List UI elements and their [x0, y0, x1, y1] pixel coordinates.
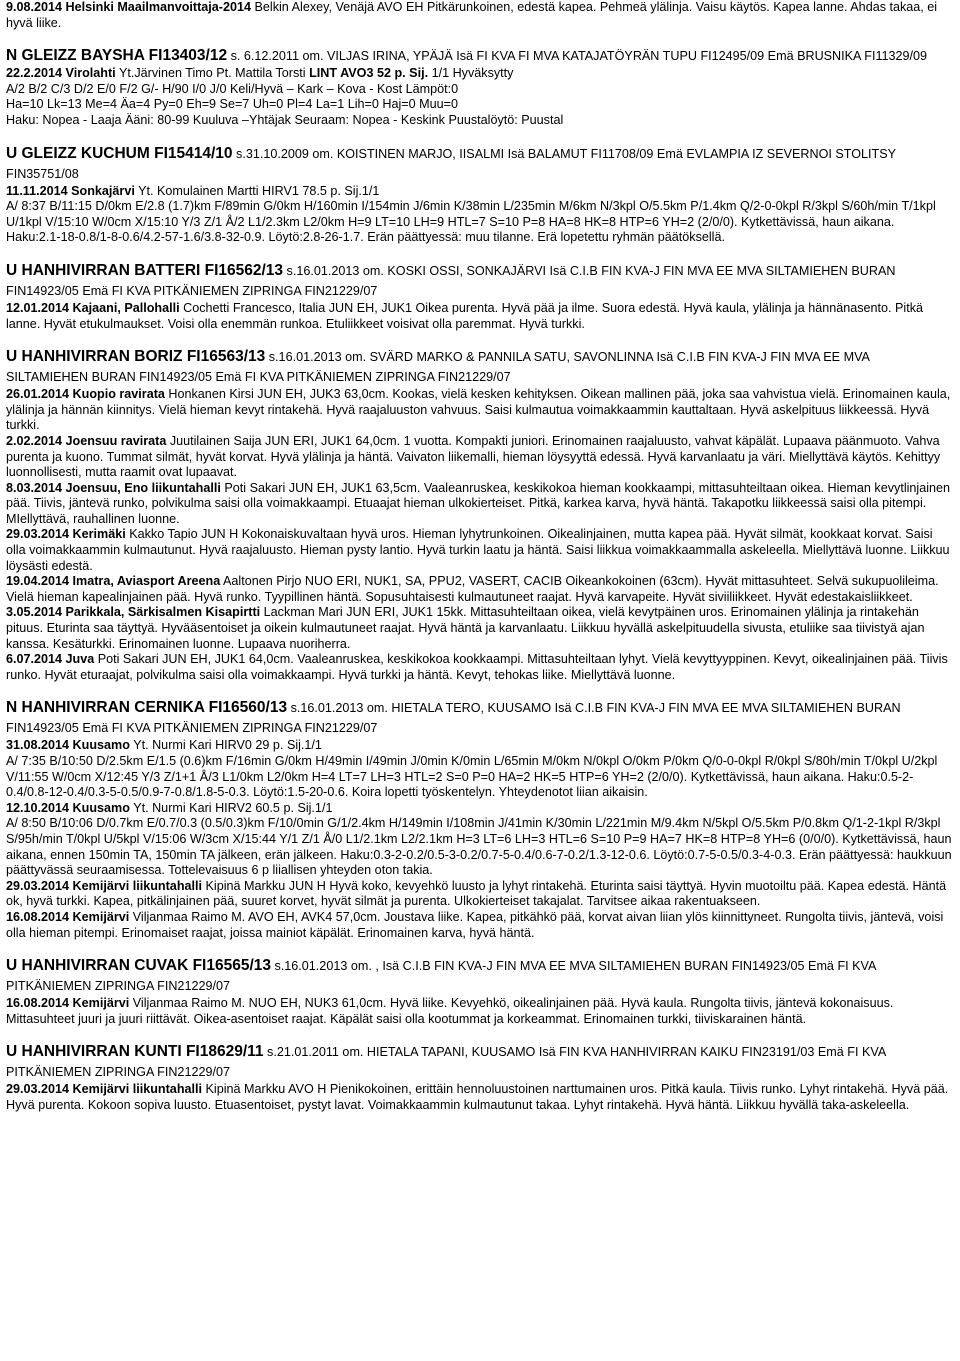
show-date-place: 19.04.2014 Imatra, Aviasport Areena	[6, 574, 221, 589]
test-scores-line: Ha=10 Lk=13 Me=4 Äa=4 Py=0 Eh=9 Se=7 Uh=0 Pl=4 La=1 Lih=0 Haj=0 Muu=0	[6, 97, 458, 112]
show-result	[6, 481, 952, 528]
test-scores-line: A/2 B/2 C/3 D/2 E/0 F/2 G/- H/90 I/0 J/0 Keli/Hyvä – Kark – Kova - Kost Lämpöt:0	[6, 81, 459, 96]
test-details: A/ 7:35 B/10:50 D/2.5km E/1.5 (0.6)km F/16min G/0km H/49min I/49min J/0min K/0min L/65min M/0km N/0kpl O/0km P/0km Q/0-0-0kpl R/0kpl S/80h/min T/0kpl U/2kpl V/11:55 W/0cm X/12:45 Y/3 Z/1+1 Å/3 L1/0km L2/0km H=4 LT=7 LH=3 HTL=2 S=0 P=0 HA=2 HK=5 HTP=6 YH=2 (2/0/0). Kytkettävissä, haun aikana. Haku:0.5-2-0.4/0.8-12-0.4/0.3-5-0.5/0.9-7-0.8/1.8-5-0.3. Löytö:1.5-20-0.6. Koira lopetti työskentelyn. Yhteydenotot liian aikaisin.	[6, 754, 938, 800]
test-judges: Yt.Järvinen Timo Pt. Mattila Torsti	[115, 66, 310, 81]
test-result	[6, 184, 952, 200]
dog-heading	[6, 347, 952, 387]
dog-entry-hanhivirran-kunti	[6, 1042, 952, 1113]
show-critique: Viljanmaa Raimo M. NUO EH, NUK3 61,0cm. Hyvä liike. Kevyehkö, oikealinjainen pää. Hyvä kaula. Rungolta tiivis, jäntevä kokonaisuus. Mittasuhteet juuri ja juuri riittävät. Oikea-asentoiset raajat. Käpälät saisi olla kootummat ja korkeammat. Erinomainen turkki, tiiviskarainen häntä.	[6, 996, 894, 1026]
intro-text: Belkin Alexey, Venäjä AVO EH Pitkärunkoinen, edestä kapea. Pehmeä ylälinja. Vaisu käytös. Kapea lanne. Ahdas takaa, ei hyvä liike.	[6, 0, 938, 30]
dog-parents: s.31.10.2009 om. KOISTINEN MARJO, IISALMI Isä BALAMUT FI11708/09 Emä EVLAMPIA IZ SEVERNOI STOLITSY FIN35751/08	[6, 146, 896, 181]
show-critique: Lackman Mari JUN ERI, JUK1 15kk. Mittasuhteiltaan oikea, vielä kevytpäinen uros. Erinomainen ylälinja ja rintakehän pituus. Eturinta saa täyttyä. Hyvääsentoiset ja oikein kulmautuneet raajat. Hyvä häntä ja karvanlaatu. Liikkuu hyvällä askelpituudella sivusta, etuliike saa tiivistyä ajan kanssa. Kesäturkki. Erinomainen luonne. Lupaava nuoriherra.	[6, 605, 925, 651]
show-date-place: 12.01.2014 Kajaani, Pallohalli	[6, 300, 180, 315]
test-result	[6, 66, 952, 82]
show-result	[6, 574, 952, 605]
show-critique: Poti Sakari JUN EH, JUK1 63,5cm. Vaaleanruskea, keskikokoa hieman kookkaampi, mittasuhteiltaan oikea. Hieman kevytlinjainen pää. Tiivis, jäntevä runko, polvikulma saisi olla voimakkaampi. Etuaajat hieman ulkokierteiset. Pitkä, karkea karva, hyvä häntä. Takapotku liikkeessä saisi olla pitempi. MIellyttävä, rauhallinen luonne.	[6, 480, 951, 526]
test-judges: Yt. Nurmi Kari HIRV0 29 p. Sij.1/1	[129, 738, 322, 753]
show-critique: Juutilainen Saija JUN ERI, JUK1 64,0cm. 1 vuotta. Kompakti juniori. Erinomainen raajaluusto, vahvat käpälät. Lupaava päänmuoto. Vahva purenta ja kuono. Tummat silmät, hyvät korvat. Hyvä ylälinja ja häntä. Vaivaton liikemalli, hieman löysyyttä edessä. Hyvä karvanlaatu ja väri. Miellyttävä käytös. Kehittyy luonnollisesti, mutta raamit ovat lupaavat.	[6, 433, 941, 480]
show-result	[6, 527, 952, 574]
show-date-place: 16.08.2014 Kemijärvi	[6, 996, 130, 1011]
test-result	[6, 738, 952, 754]
test-judges: Yt. Nurmi Kari HIRV2 60.5 p. Sij.1/1	[129, 800, 333, 815]
test-date-place: 11.11.2014 Sonkajärvi	[6, 183, 135, 198]
show-critique: Aaltonen Pirjo NUO ERI, NUK1, SA, PPU2, VASERT, CACIB Oikeankokoinen (63cm). Hyvät mittasuhteet. Selvä sukupuolileima. Vielä hieman kapealinjainen pää. Hyvä runko. Tyypillinen häntä. Sopusuhtaisesti kulmautuneet raajat. Hyvä karvapeite. Hyvät siviiliikkeet. Hyvät edestakaisliikkeet.	[6, 574, 939, 604]
intro-date: 9.08.2014 Helsinki Maailmanvoittaja-2014	[6, 0, 252, 14]
show-result	[6, 910, 952, 941]
dog-entry-hanhivirran-batteri	[6, 261, 952, 332]
test-date-place: 31.08.2014 Kuusamo	[6, 738, 130, 753]
dog-heading	[6, 144, 952, 184]
dog-parents: s.21.01.2011 om. HIETALA TAPANI, KUUSAMO Isä FIN KVA HANHIVIRRAN KAIKU FIN23191/03 Emä FI KVA PITKÄNIEMEN ZIPRINGA FIN21229/07	[6, 1045, 886, 1080]
show-result	[6, 605, 952, 652]
dog-parents: s.16.01.2013 om. , Isä C.I.B FIN KVA-J FIN MVA EE MVA SILTAMIEHEN BURAN FIN14923/05 Emä FI KVA PITKÄNIEMEN ZIPRINGA FIN21229/07	[6, 959, 876, 994]
dog-parents: s.16.01.2013 om. SVÄRD MARKO & PANNILA SATU, SAVONLINNA Isä C.I.B FIN KVA-J FIN MVA EE MVA SILTAMIEHEN BURAN FIN14923/05 Emä FI KVA PITKÄNIEMEN ZIPRINGA FIN21229/07	[6, 350, 870, 385]
dog-heading	[6, 46, 952, 66]
test-details: A/ 8:37 B/11:15 D/0km E/2.8 (1.7)km F/89min G/0km H/160min I/154min J/6min K/38min L/235min M/6km N/3kpl O/5.5km P/1.4km Q/2-0-0kpl R/3kpl S/60h/min T/1kpl U/1kpl V/15:10 W/0cm X/15:10 Y/3 Z/1 Å/2 L1/2.3km L2/0km H=9 LT=10 LH=9 HTL=7 S=10 P=8 HA=8 HK=8 HTP=6 YH=2 (2/0/0). Kytkettävissä, haun aikana. Haku:2.1-18-0.8/1-8-0.6/4.2-57-1.6/3.8-32-0.9. Löytö:2.8-26-1.7. Erän päättyessä: muu tilanne. Erä lopetettu ryhmän päätöksellä.	[6, 199, 936, 245]
show-date-place: 26.01.2014 Kuopio ravirata	[6, 387, 165, 402]
show-date-place: 3.05.2014 Parikkala, Särkisalmen Kisapirtti	[6, 605, 261, 620]
show-result	[6, 1082, 952, 1113]
dog-title: U HANHIVIRRAN CUVAK FI16565/13	[6, 957, 271, 975]
test-result	[6, 801, 952, 817]
test-date-place: 12.10.2014 Kuusamo	[6, 800, 130, 815]
dog-entry-hanhivirran-cernika	[6, 698, 952, 941]
show-result	[6, 652, 952, 683]
show-result	[6, 996, 952, 1027]
show-date-place: 29.03.2014 Kemijärvi liikuntahalli	[6, 1082, 203, 1097]
dog-parents: s.16.01.2013 om. KOSKI OSSI, SONKAJÄRVI Isä C.I.B FIN KVA-J FIN MVA EE MVA SILTAMIEHEN BURAN FIN14923/05 Emä FI KVA PITKÄNIEMEN ZIPRINGA FIN21229/07	[6, 263, 896, 298]
test-class: LINT AVO3 52 p. Sij.	[309, 66, 429, 81]
dog-entry-gleizz-kuchum	[6, 144, 952, 246]
show-critique: Honkanen Kirsi JUN EH, JUK3 63,0cm. Kookas, vielä kesken kehityksen. Oikean mallinen pää, joka saa vahvistua vielä. Erinomainen kaula, ylälinja ja hännän kiinnitys. Vielä hieman kevyt rintakehä. Hyvä raajaluuston vahvuus. Saisi kulmautua voimakkaammin kauttaltaan. Hyvä askelpituus liikkeessä. Hyvä turkki.	[6, 387, 951, 433]
show-result	[6, 879, 952, 910]
show-result	[6, 434, 952, 481]
show-result	[6, 301, 952, 332]
show-critique: Kipinä Markku AVO H Pienikokoinen, erittäin hennoluustoinen narttumainen uros. Pitkä kaula. Tiivis runko. Lyhyt rintakehä. Hyvä pää. Hyvä purenta. Kokoon sopiva luusto. Etuasentoiset, pystyt lavat. Voimakkaammin kulmautunut takaa. Lyhyt rintakehä. Hyvä häntä. Liikkuu hyvällä taka-askeleella.	[6, 1082, 949, 1112]
dog-entry-hanhivirran-cuvak	[6, 956, 952, 1027]
show-date-place: 29.03.2014 Kerimäki	[6, 527, 126, 542]
test-placement: 1/1 Hyväksytty	[428, 66, 514, 81]
show-critique: Poti Sakari JUN EH, JUK1 64,0cm. Vaaleanruskea, keskikokoa kookkaampi. Mittasuhteiltaan lyhyt. Vielä kevyttyyppinen. Kevyt, oikealinjainen pää. Tiivis runko. Hyvät eturaajat, polvikulma saisi olla voimakkaampi. Hyvä turkki ja häntä. Kevyt, tehokas liike. Miellyttävä luonne.	[6, 652, 948, 682]
dog-heading	[6, 261, 952, 301]
show-date-place: 6.07.2014 Juva	[6, 652, 95, 667]
show-result	[6, 387, 952, 434]
show-date-place: 29.03.2014 Kemijärvi liikuntahalli	[6, 878, 203, 893]
dog-entry-hanhivirran-boriz	[6, 347, 952, 683]
test-scores-line: Haku: Nopea - Laaja Ääni: 80-99 Kuuluva –Yhtäjak Seuraam: Nopea - Keskink Puustalöytö: Puustal	[6, 112, 564, 127]
show-date-place: 2.02.2014 Joensuu ravirata	[6, 433, 167, 448]
test-details: A/ 8:50 B/10:06 D/0.7km E/0.7/0.3 (0.5/0.3)km F/10/0min G/1/2.4km H/149min I/108min J/41min K/30min L/221min M/9.4km N/5kpl O/5.5km P/0.8km Q/1-2-1kpl R/3kpl S/95h/min T/0kpl U/5kpl V/15:06 W/3cm X/15:44 Y/1 Z/1 Å/0 L1/2.1km L2/2.1km H=3 LT=6 LH=3 HTL=6 S=10 P=9 HA=7 HK=8 HTP=8 YH=6 (0/0/0). Kytkettävissä, haun aikana, ennen 150min TA, 150min TA jälkeen, erän jälkeen. Haku:0.3-2-0.2/0.5-3-0.2/0.7-5-0.4/0.6-7-0.2/1.3-12-0.6. Löytö:0.7-5-0.5/0.3-4-0.3. Erän päättyessä: haukkuun päättyvässä seuraamisessa. Tottelevaisuus 6 p liiallisen yhteyden oton takia.	[6, 816, 952, 878]
test-judges: Yt. Komulainen Martti HIRV1 78.5 p. Sij.1/1	[134, 183, 380, 198]
show-critique: Kipinä Markku JUN H Hyvä koko, kevyehkö luusto ja lyhyt rintakehä. Eturinta saisi täyttyä. Hyvin muotoiltu pää. Kapea edestä. Häntä ok, hyvä turkki. Kapea, pitkälinjainen pää, suuret korvet, hyvät silmät ja purenta. Ulkokierteiset takajalat. Tarvitsee aikaa rakentuakseen.	[6, 878, 947, 909]
dog-parents: s. 6.12.2011 om. VILJAS IRINA, YPÄJÄ Isä FI KVA FI MVA KATAJATÖYRÄN TUPU FI12495/09 Emä BRUSNIKA FI11329/09	[227, 49, 928, 64]
dog-heading	[6, 698, 952, 738]
show-critique: Cochetti Francesco, Italia JUN EH, JUK1 Oikea purenta. Hyvä pää ja ilme. Suora edestä. Hyvä kaula, ylälinja ja hännänasento. Pitkä lanne. Hyvät etukulmaukset. Voisi olla enemmän runkoa. Etuliikkeet voisivat olla paremmat. Hyvä turkki.	[6, 300, 924, 331]
dog-title: U HANHIVIRRAN KUNTI FI18629/11	[6, 1043, 264, 1061]
show-date-place: 16.08.2014 Kemijärvi	[6, 909, 130, 924]
test-date-place: 22.2.2014 Virolahti	[6, 66, 116, 81]
intro-entry	[6, 0, 952, 31]
dog-heading	[6, 1042, 952, 1082]
dog-title: U GLEIZZ KUCHUM FI15414/10	[6, 144, 233, 162]
dog-parents: s.16.01.2013 om. HIETALA TERO, KUUSAMO Isä C.I.B FIN KVA-J FIN MVA EE MVA SILTAMIEHEN BURAN FIN14923/05 Emä FI KVA PITKÄNIEMEN ZIPRINGA FIN21229/07	[6, 701, 901, 736]
dog-title: N GLEIZZ BAYSHA FI13403/12	[6, 47, 228, 65]
dog-title: N HANHIVIRRAN CERNIKA FI16560/13	[6, 699, 288, 717]
dog-entry-gleizz-baysha	[6, 46, 952, 128]
show-critique: Kakko Tapio JUN H Kokonaiskuvaltaan hyvä uros. Hieman lyhytrunkoinen. Oikealinjainen, mutta kapea pää. Hyvät silmät, kookkaat korvat. Saisi olla voimakkaammin kulmautunut. Hyvä raajaluusto. Hieman pysty lantio. Hyvä turkin laatu ja häntä. Saisi liikkua voimakkaammalla askeleella. Miellyttävä luonne. Liikkuu löysästi edestä.	[6, 527, 950, 573]
dog-title: U HANHIVIRRAN BATTERI FI16562/13	[6, 261, 284, 279]
dog-title: U HANHIVIRRAN BORIZ FI16563/13	[6, 348, 266, 366]
dog-heading	[6, 956, 952, 996]
show-date-place: 8.03.2014 Joensuu, Eno liikuntahalli	[6, 480, 221, 495]
show-critique: Viljanmaa Raimo M. AVO EH, AVK4 57,0cm. Joustava liike. Kapea, pitkähkö pää, korvat aivan liian ylös kiinnittyneet. Rungolta tiivis, jäntevä, voisi olla hieman pitempi. Erinomaiset raajat, joissa mainiot käpälät. Erinomainen karva, hyvä häntä.	[6, 909, 944, 940]
